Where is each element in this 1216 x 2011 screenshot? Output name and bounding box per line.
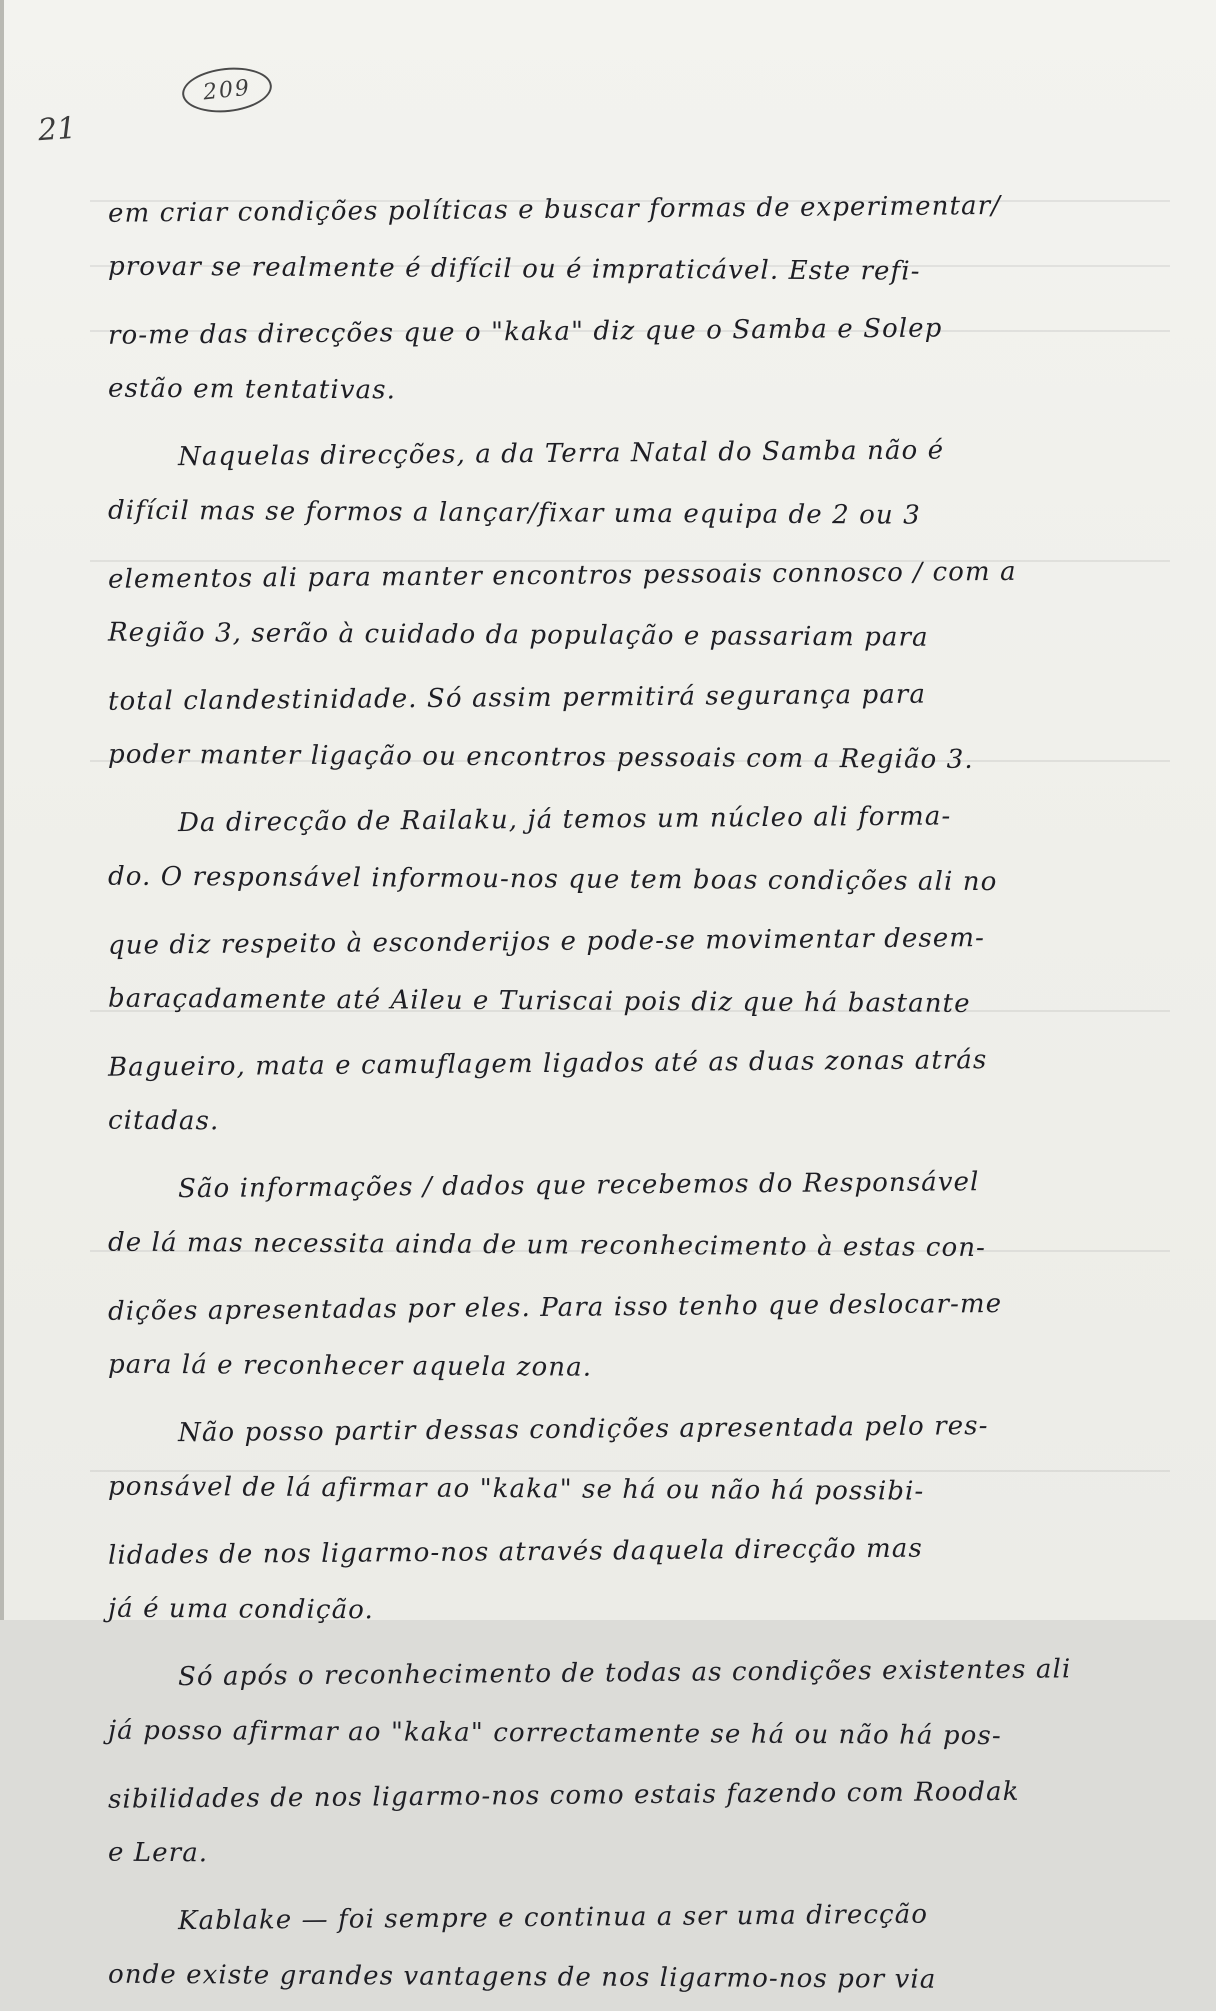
text-line: ponsável de lá afirmar ao "kaka" se há ou não há possibi- [107, 1471, 925, 1507]
text-line: e Lera. [107, 1837, 209, 1868]
archive-stamp: 209 [180, 63, 274, 116]
text-line: do. O responsável informou-nos que tem boas condições ali no [107, 861, 998, 897]
text-line: estão em tentativas. [107, 373, 397, 405]
text-line: em criar condições políticas e buscar formas de experimentar/ [107, 190, 1002, 229]
text-line: que diz respeito à esconderijos e pode-se movimentar desem- [107, 922, 986, 961]
text-line: Bagueiro, mata e camuflagem ligados até as duas zonas atrás [107, 1044, 988, 1083]
text-line: Só após o reconhecimento de todas as condições existentes ali [177, 1653, 1072, 1692]
text-line: São informações / dados que recebemos do Responsável [177, 1166, 980, 1204]
text-line: poder manter ligação ou encontros pessoais com a Região 3. [107, 739, 974, 775]
text-line: Não posso partir dessas condições apresentada pelo res- [177, 1410, 989, 1448]
text-line: Região 3, serão à cuidado da população e passariam para [107, 617, 929, 653]
page-edge [0, 0, 4, 1620]
text-line: Naquelas direcções, a da Terra Natal do Samba não é [177, 434, 945, 472]
page-number: 21 [36, 110, 78, 149]
text-line: já posso afirmar ao "kaka" correctamente se há ou não há pos- [107, 1715, 1002, 1751]
text-line: onde existe grandes vantagens de nos ligarmo-nos por via [107, 1959, 937, 1995]
text-line: para lá e reconhecer aquela zona. [107, 1349, 593, 1383]
text-line: dições apresentadas por eles. Para isso tenho que deslocar-me [107, 1288, 1003, 1327]
text-line: elementos ali para manter encontros pessoais connosco / com a [107, 556, 1017, 595]
text-line: citadas. [107, 1105, 220, 1136]
text-line: Kablake — foi sempre e continua a ser uma direcção [177, 1899, 929, 1936]
text-line: baraçadamente até Aileu e Turiscai pois diz que há bastante [107, 983, 971, 1019]
text-line: ro-me das direcções que o "kaka" diz que o Samba e Solep [107, 312, 943, 351]
text-line: total clandestinidade. Só assim permitirá segurança para [107, 679, 927, 717]
handwritten-text [108, 178, 1198, 2008]
text-line: provar se realmente é difícil ou é impraticável. Este refi- [107, 251, 921, 287]
text-line: de lá mas necessita ainda de um reconhecimento à estas con- [107, 1227, 987, 1263]
text-line: sibilidades de nos ligarmo-nos como estais fazendo com Roodak [107, 1776, 1020, 1815]
text-line: difícil mas se formos a lançar/fixar uma equipa de 2 ou 3 [107, 495, 921, 531]
text-line: já é uma condição. [107, 1593, 374, 1625]
text-line: lidades de nos ligarmo-nos através daquela direcção mas [107, 1533, 924, 1571]
text-line: Da direcção de Railaku, já temos um núcleo ali forma- [177, 800, 952, 838]
